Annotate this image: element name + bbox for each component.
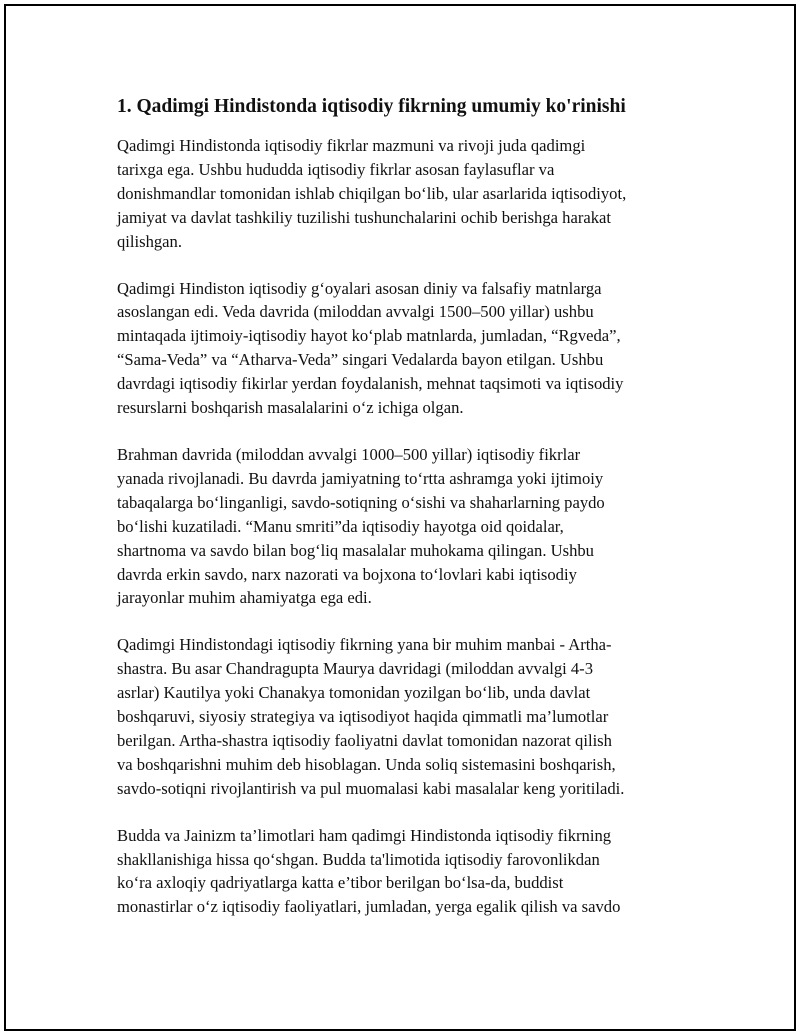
text-line: Brahman davrida (miloddan avvalgi 1000–500 yillar) iqtisodiy fikrlar: [117, 444, 581, 464]
paragraph: [117, 277, 697, 420]
text-line: savdo-sotiqni rivojlantirish va pul muomalasi kabi masalalar keng yoritiladi.: [117, 778, 625, 798]
text-line: va boshqarishni muhim deb hisoblagan. Unda soliq sistemasini boshqarish,: [117, 754, 616, 774]
paragraph: [117, 824, 697, 920]
text-line: boshqaruvi, siyosiy strategiya va iqtisodiyot haqida qimmatli ma’lumotlar: [117, 707, 609, 727]
text-line: Qadimgi Hindistonda iqtisodiy fikrlar mazmuni va rivoji juda qadimgi: [117, 136, 586, 155]
text-line: bo‘lishi kuzatiladi. “Manu smriti”da iqtisodiy hayotga oid qoidalar,: [117, 516, 564, 536]
text-line: shartnoma va savdo bilan bog‘liq masalalar muhokama qilingan. Ushbu: [117, 540, 594, 560]
paragraph: [117, 633, 697, 800]
text-line: asoslangan edi. Veda davrida (miloddan avvalgi 1500–500 yillar) ushbu: [117, 302, 594, 322]
text-line: davrda erkin savdo, narx nazorati va bojxona to‘lovlari kabi iqtisodiy: [117, 564, 577, 584]
text-line: shakllanishiga hissa qo‘shgan. Budda ta'limotida iqtisodiy farovonlikdan: [117, 849, 600, 869]
text-line: tarixga ega. Ushbu hududda iqtisodiy fikrlar asosan faylasuflar va: [117, 159, 555, 179]
text-line: yanada rivojlanadi. Bu davrda jamiyatning to‘rtta ashramga yoki ijtimoiy: [117, 468, 604, 488]
text-line: ko‘ra axloqiy qadriyatlarga katta e’tibor berilgan bo‘lsa-da, buddist: [117, 873, 564, 893]
text-line: donishmandlar tomonidan ishlab chiqilgan bo‘lib, ular asarlarida iqtisodiyot,: [117, 183, 627, 203]
text-line: monastirlar o‘z iqtisodiy faoliyatlari, jumladan, yerga egalik qilish va savdo: [117, 897, 621, 917]
paragraph: [117, 134, 697, 254]
text-line: Budda va Jainizm ta’limotlari ham qadimgi Hindistonda iqtisodiy fikrning: [117, 825, 612, 845]
paragraph: [117, 443, 697, 610]
text-line: jamiyat va davlat tashkiliy tuzilishi tushunchalarini ochib berishga harakat: [117, 207, 611, 227]
text-line: mintaqada ijtimoiy-iqtisodiy hayot ko‘plab matnlarda, jumladan, “Rgveda”,: [117, 326, 621, 346]
text-line: jarayonlar muhim ahamiyatga ega edi.: [117, 588, 372, 608]
text-line: qilishgan.: [117, 231, 182, 251]
text-line: asrlar) Kautilya yoki Chanakya tomonidan yozilgan bo‘lib, unda davlat: [117, 683, 591, 703]
text-line: davrdagi iqtisodiy fikirlar yerdan foydalanish, mehnat taqsimoti va iqtisodiy: [117, 374, 624, 394]
text-line: shastra. Bu asar Chandragupta Maurya davridagi (miloddan avvalgi 4-3: [117, 659, 594, 679]
text-line: Qadimgi Hindistondagi iqtisodiy fikrning yana bir muhim manbai - Artha-: [117, 635, 612, 655]
text-line: berilgan. Artha-shastra iqtisodiy faoliyatni davlat tomonidan nazorat qilish: [117, 730, 612, 750]
document-body: [117, 94, 697, 942]
text-line: “Sama-Veda” va “Atharva-Veda” singari Vedalarda bayon etilgan. Ushbu: [117, 350, 604, 370]
text-line: Qadimgi Hindiston iqtisodiy g‘oyalari asosan diniy va falsafiy matnlarga: [117, 278, 602, 298]
text-line: tabaqalarga bo‘linganligi, savdo-sotiqning o‘sishi va shaharlarning paydo: [117, 492, 605, 512]
section-heading: 1. Qadimgi Hindistonda iqtisodiy fikrning umumiy ko'rinishi: [117, 96, 626, 117]
text-line: resurslarni boshqarish masalalarini o‘z ichiga olgan.: [117, 398, 464, 418]
